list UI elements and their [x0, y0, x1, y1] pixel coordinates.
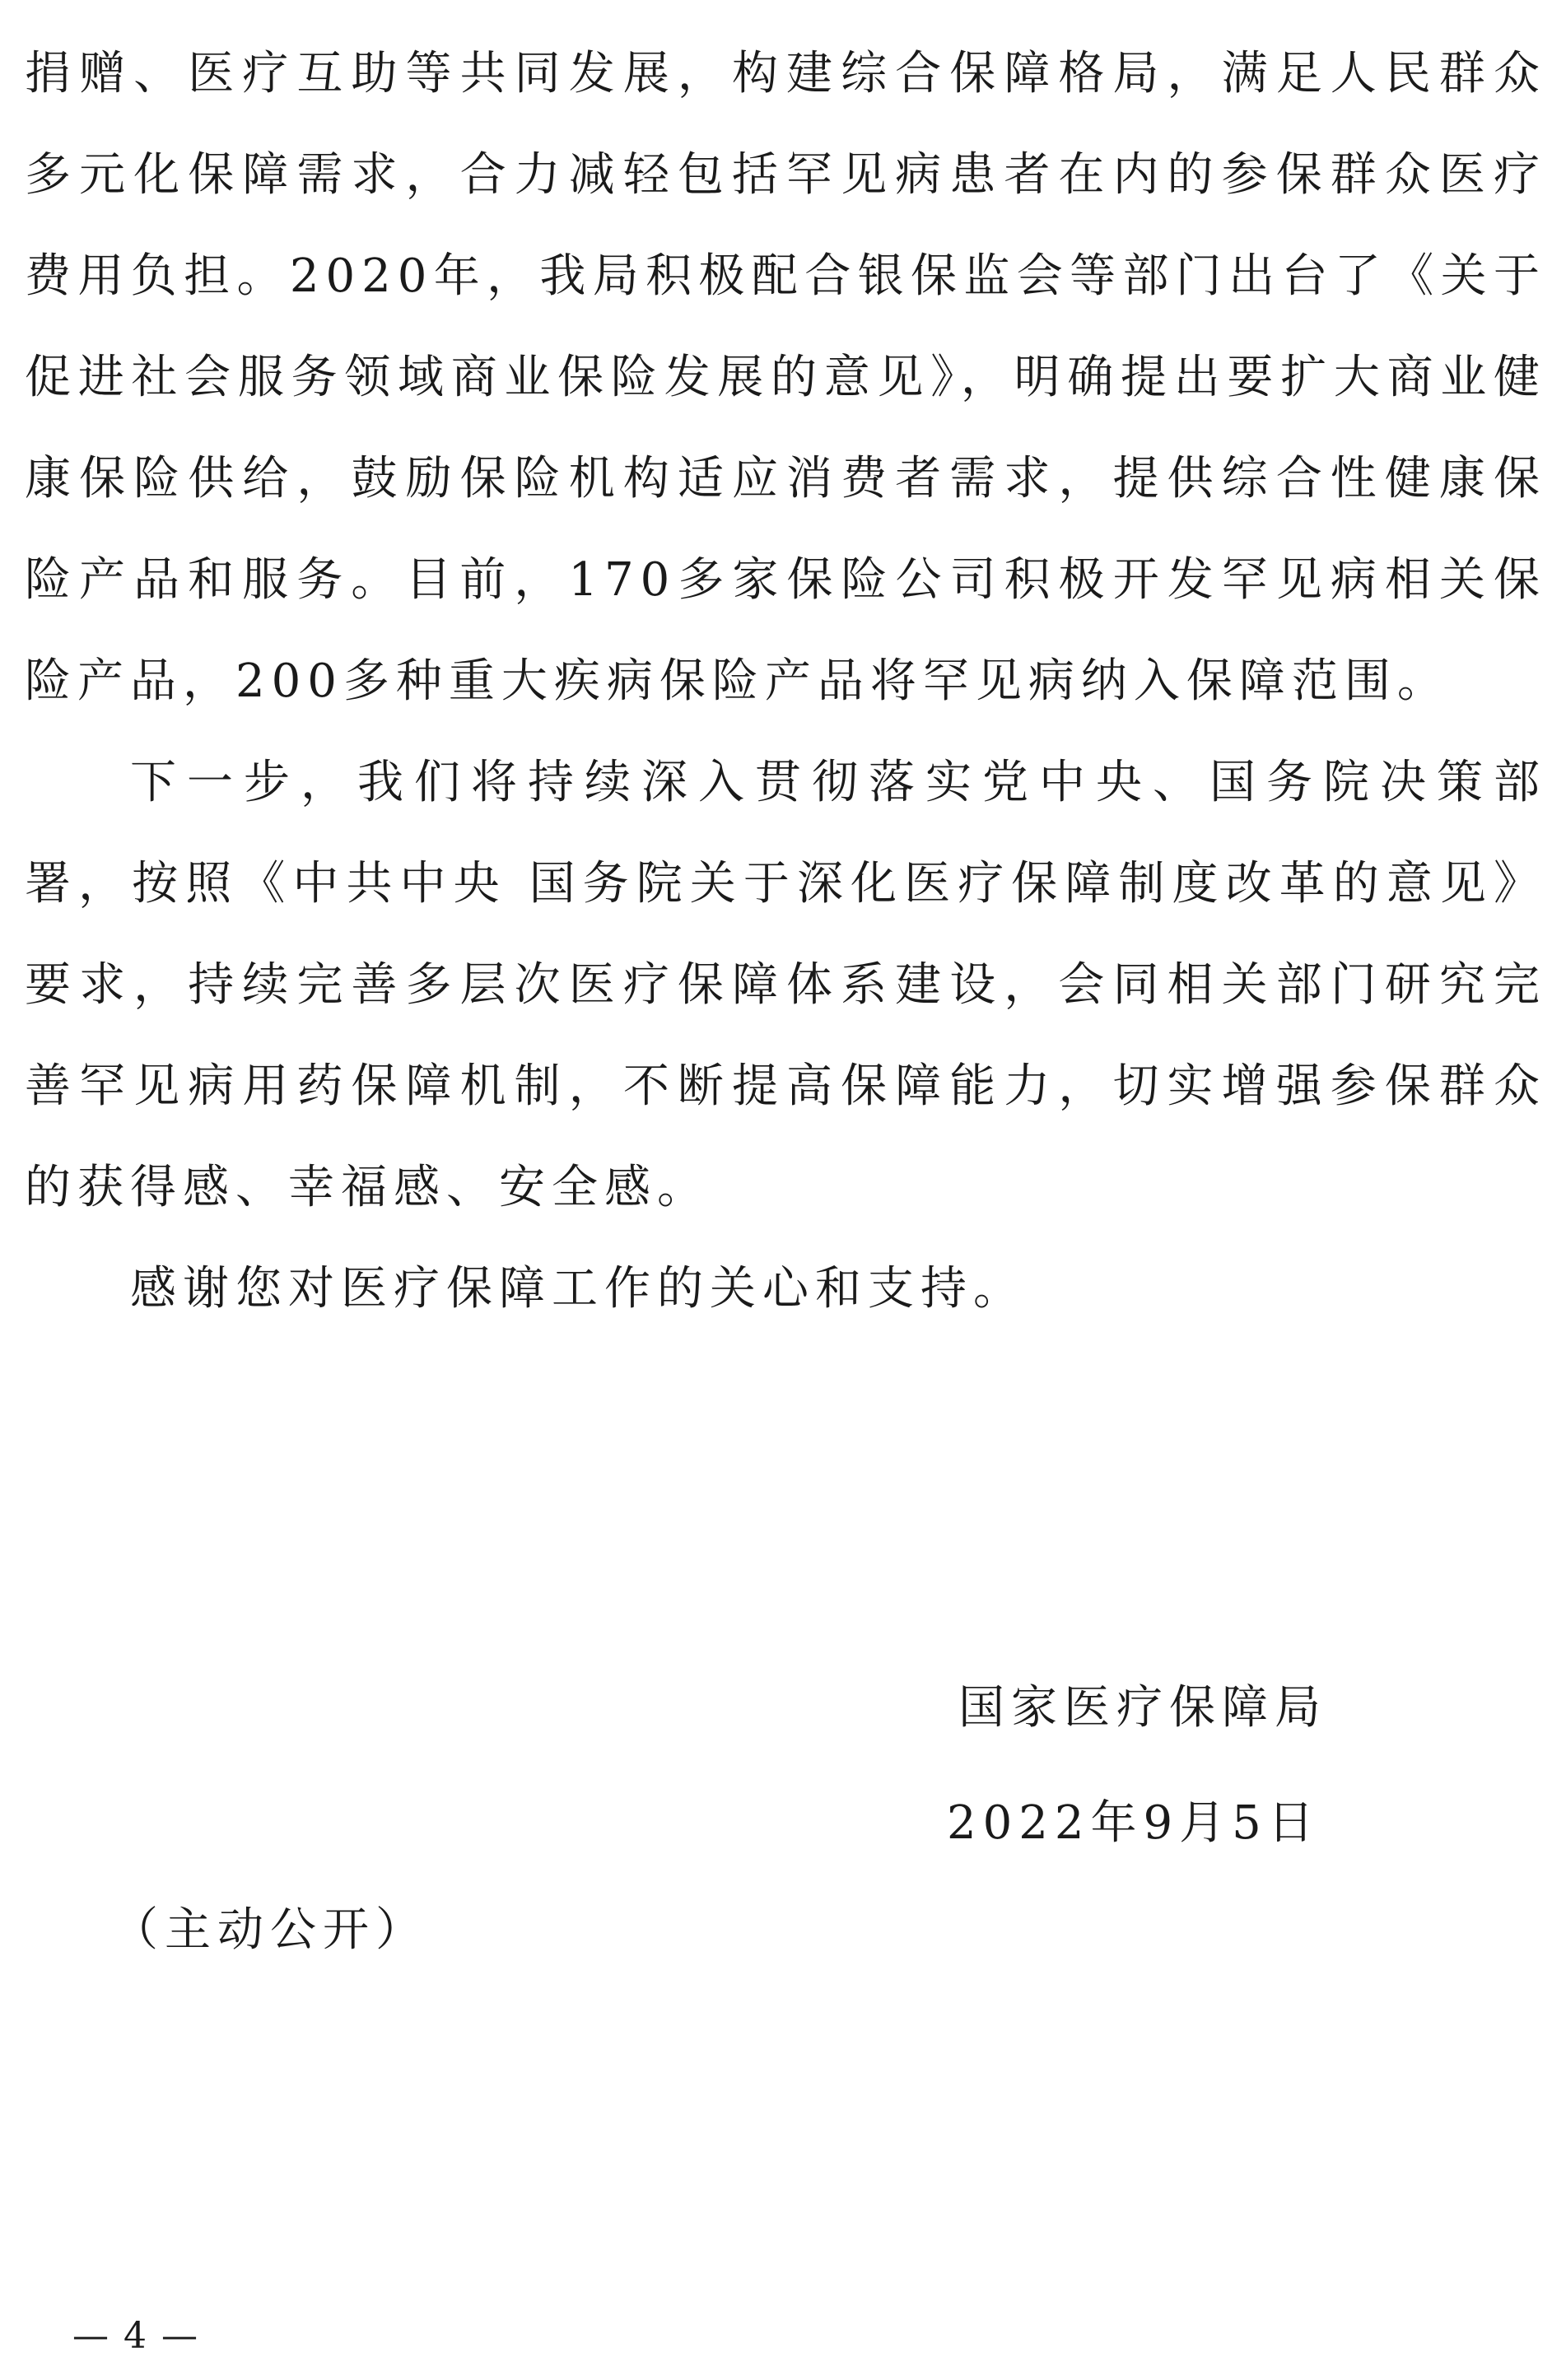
- disclosure-note: （主动公开）: [112, 1903, 428, 1957]
- paragraph-thanks: 感谢您对医疗保障工作的关心和支持。: [130, 1262, 1026, 1316]
- signature-date: 2022年9月5日: [947, 1796, 1321, 1850]
- body-text: [25, 23, 1546, 1339]
- paragraph-next-steps: 下一步，我们将持续深入贯彻落实党中央、国务院决策部署，按照《中共中央 国务院关于深化医疗保障制度改革的意见》要求，持续完善多层次医疗保障体系建设，会同相关部门研究完善罕见病用药保障机制，不断提高保障能力，切实增强参保群众的获得感、幸福感、安全感。: [25, 756, 1546, 1214]
- paragraph-continued: 捐赠、医疗互助等共同发展，构建综合保障格局，满足人民群众多元化保障需求，合力减轻包括罕见病患者在内的参保群众医疗费用负担。2020年，我局积极配合银保监会等部门出台了《关于促进社会服务领域商业保险发展的意见》，明确提出要扩大商业健康保险供给，鼓励保险机构适应消费者需求，提供综合性健康保险产品和服务。目前，170多家保险公司积极开发罕见病相关保险产品，200多种重大疾病保险产品将罕见病纳入保障范围。: [25, 47, 1546, 708]
- page-number: — 4 —: [72, 2315, 199, 2357]
- signature-organization: 国家医疗保障局: [958, 1681, 1327, 1735]
